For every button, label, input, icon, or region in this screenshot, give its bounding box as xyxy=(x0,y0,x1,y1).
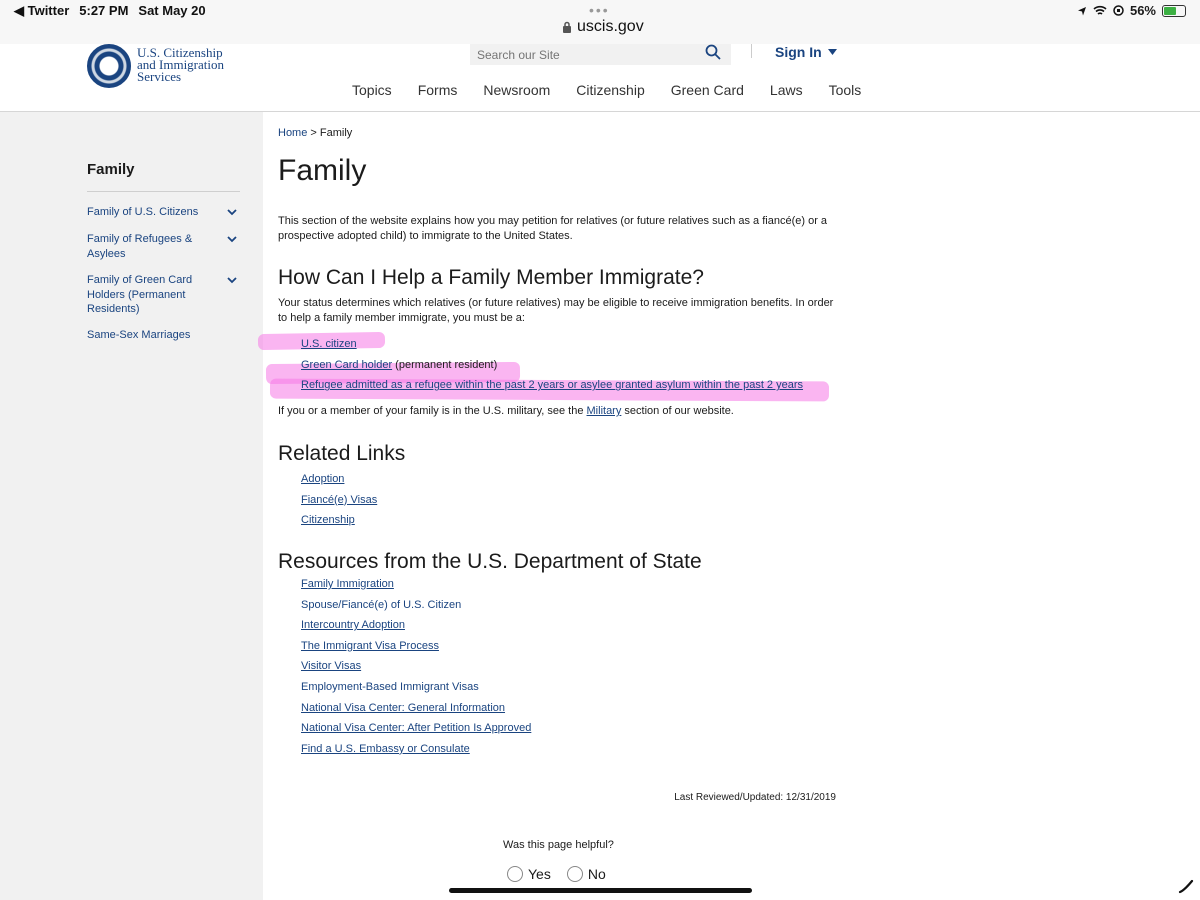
spouse-fiancee-link[interactable]: Spouse/Fiancé(e) of U.S. Citizen xyxy=(301,598,462,611)
home-indicator[interactable] xyxy=(449,888,752,893)
header-divider xyxy=(751,44,752,58)
clock: 5:27 PM xyxy=(79,3,129,18)
sidebar-item-label: Family of Refugees & Asylees xyxy=(87,233,193,260)
state-resources-list xyxy=(301,577,531,762)
family-immigration-link[interactable]: Family Immigration xyxy=(301,578,394,590)
nvc-after-petition-link[interactable]: National Visa Center: After Petition Is Approved xyxy=(301,722,532,735)
chevron-down-icon[interactable] xyxy=(227,207,237,217)
intro-paragraph: This section of the website explains how you may petition for relatives (or future relatives such as a fiancé(e) or a prospective adopted child) to immigrate to the United States. xyxy=(278,215,828,242)
main-nav xyxy=(352,82,887,98)
sidebar-item-label: Family of Green Card Holders (Permanent Residents) xyxy=(87,274,193,315)
breadcrumb-home-link[interactable]: Home xyxy=(278,127,308,139)
page-title: Family xyxy=(278,154,367,187)
sidebar-title: Family xyxy=(87,161,135,178)
uscis-wordmark[interactable] xyxy=(137,47,224,83)
last-reviewed-date: Last Reviewed/Updated: 12/31/2019 xyxy=(674,792,836,803)
sidebar-item-family-of-refugees[interactable] xyxy=(87,232,237,261)
nvc-general-info-link[interactable]: National Visa Center: General Information xyxy=(301,701,506,714)
multitasking-dots-icon[interactable]: ••• xyxy=(589,2,610,18)
refugee-asylee-link[interactable]: Refugee admitted as a refugee within the past 2 years or asylee granted asylum within the past 2 years xyxy=(301,379,804,392)
list-item xyxy=(301,659,531,680)
help-paragraph: Your status determines which relatives (or future relatives) may be eligible to receive immigration benefits. In order to help a family member immigrate, you must be a: xyxy=(278,297,834,324)
breadcrumb-separator: > xyxy=(310,127,317,139)
employment-based-visas-link[interactable]: Employment-Based Immigrant Visas xyxy=(301,680,479,693)
nav-tools[interactable]: Tools xyxy=(828,82,862,98)
breadcrumb xyxy=(278,127,352,139)
feedback-no-label: No xyxy=(587,866,606,882)
eligibility-list xyxy=(301,337,803,399)
sign-in-button[interactable] xyxy=(775,44,837,60)
list-item xyxy=(301,493,377,514)
sign-in-label: Sign In xyxy=(775,44,822,60)
help-heading: How Can I Help a Family Member Immigrate? xyxy=(278,266,704,289)
breadcrumb-current: Family xyxy=(319,127,353,139)
sidebar xyxy=(0,112,263,900)
list-item xyxy=(301,513,377,534)
orientation-lock-icon xyxy=(1113,5,1124,16)
list-item xyxy=(301,337,803,358)
back-to-app-link[interactable]: ◀ Twitter xyxy=(14,3,70,18)
green-card-holder-link[interactable]: Green Card holder xyxy=(301,358,393,371)
us-citizen-link[interactable]: U.S. citizen xyxy=(301,338,357,350)
pencil-icon[interactable] xyxy=(1178,878,1194,894)
ios-status-bar xyxy=(0,0,1200,44)
battery-icon xyxy=(1162,5,1186,17)
list-item xyxy=(301,742,531,763)
nav-laws[interactable]: Laws xyxy=(769,82,803,98)
wifi-icon xyxy=(1093,5,1107,16)
nav-topics[interactable]: Topics xyxy=(352,82,392,98)
url-text: uscis.gov xyxy=(577,18,644,35)
logo-line-3: Services xyxy=(137,69,182,84)
lock-icon xyxy=(562,21,572,33)
site-header xyxy=(0,44,1200,112)
list-item xyxy=(301,639,531,660)
related-links-list xyxy=(301,472,377,534)
feedback-yes-option[interactable] xyxy=(507,866,551,882)
sidebar-item-label: Family of U.S. Citizens xyxy=(87,206,199,218)
logo-line-2: and Immigration xyxy=(137,57,225,72)
military-paragraph xyxy=(278,404,838,419)
search-input[interactable] xyxy=(470,44,690,65)
battery-percent: 56% xyxy=(1129,3,1156,18)
list-item xyxy=(301,358,803,379)
state-resources-heading: Resources from the U.S. Department of State xyxy=(278,550,702,573)
chevron-down-icon[interactable] xyxy=(227,275,237,285)
list-item-suffix: (permanent resident) xyxy=(392,358,498,371)
logo-line-1: U.S. Citizenship xyxy=(137,45,223,60)
sidebar-item-label: Same-Sex Marriages xyxy=(87,329,191,341)
list-item xyxy=(301,577,531,598)
military-text-before: If you or a member of your family is in the U.S. military, see the xyxy=(278,405,587,417)
fiancee-visas-link[interactable]: Fiancé(e) Visas xyxy=(301,493,378,506)
address-bar[interactable] xyxy=(562,18,644,36)
citizenship-link[interactable]: Citizenship xyxy=(301,514,355,527)
chevron-down-icon[interactable] xyxy=(227,234,237,244)
radio-button[interactable] xyxy=(567,866,583,882)
search-icon[interactable] xyxy=(705,44,721,60)
sidebar-item-family-of-green-card-holders[interactable] xyxy=(87,273,237,317)
list-item xyxy=(301,378,803,399)
sidebar-divider xyxy=(87,191,240,192)
feedback-options xyxy=(507,866,606,882)
feedback-no-option[interactable] xyxy=(567,866,606,882)
list-item xyxy=(301,680,531,701)
find-embassy-link[interactable]: Find a U.S. Embassy or Consulate xyxy=(301,742,470,755)
nav-newsroom[interactable]: Newsroom xyxy=(483,82,551,98)
feedback-question: Was this page helpful? xyxy=(503,839,614,851)
sidebar-item-family-of-us-citizens[interactable] xyxy=(87,205,237,220)
dhs-seal-logo[interactable] xyxy=(87,44,131,88)
location-icon xyxy=(1077,6,1087,16)
list-item xyxy=(301,618,531,639)
intercountry-adoption-link[interactable]: Intercountry Adoption xyxy=(301,619,405,632)
date: Sat May 20 xyxy=(138,3,206,18)
related-links-heading: Related Links xyxy=(278,442,406,465)
immigrant-visa-process-link[interactable]: The Immigrant Visa Process xyxy=(301,639,439,652)
list-item xyxy=(301,701,531,722)
nav-forms[interactable]: Forms xyxy=(417,82,458,98)
list-item xyxy=(301,598,531,619)
radio-button[interactable] xyxy=(507,866,523,882)
caret-down-icon xyxy=(828,49,837,55)
visitor-visas-link[interactable]: Visitor Visas xyxy=(301,660,362,673)
sidebar-item-same-sex-marriages[interactable] xyxy=(87,328,237,343)
nav-citizenship[interactable]: Citizenship xyxy=(576,82,645,98)
military-link[interactable]: Military xyxy=(586,405,622,417)
list-item xyxy=(301,721,531,742)
feedback-yes-label: Yes xyxy=(528,866,551,882)
search-box xyxy=(470,44,731,65)
adoption-link[interactable]: Adoption xyxy=(301,473,345,485)
list-item xyxy=(301,472,377,493)
military-text-after: section of our website. xyxy=(621,405,734,417)
nav-green-card[interactable]: Green Card xyxy=(670,82,744,98)
